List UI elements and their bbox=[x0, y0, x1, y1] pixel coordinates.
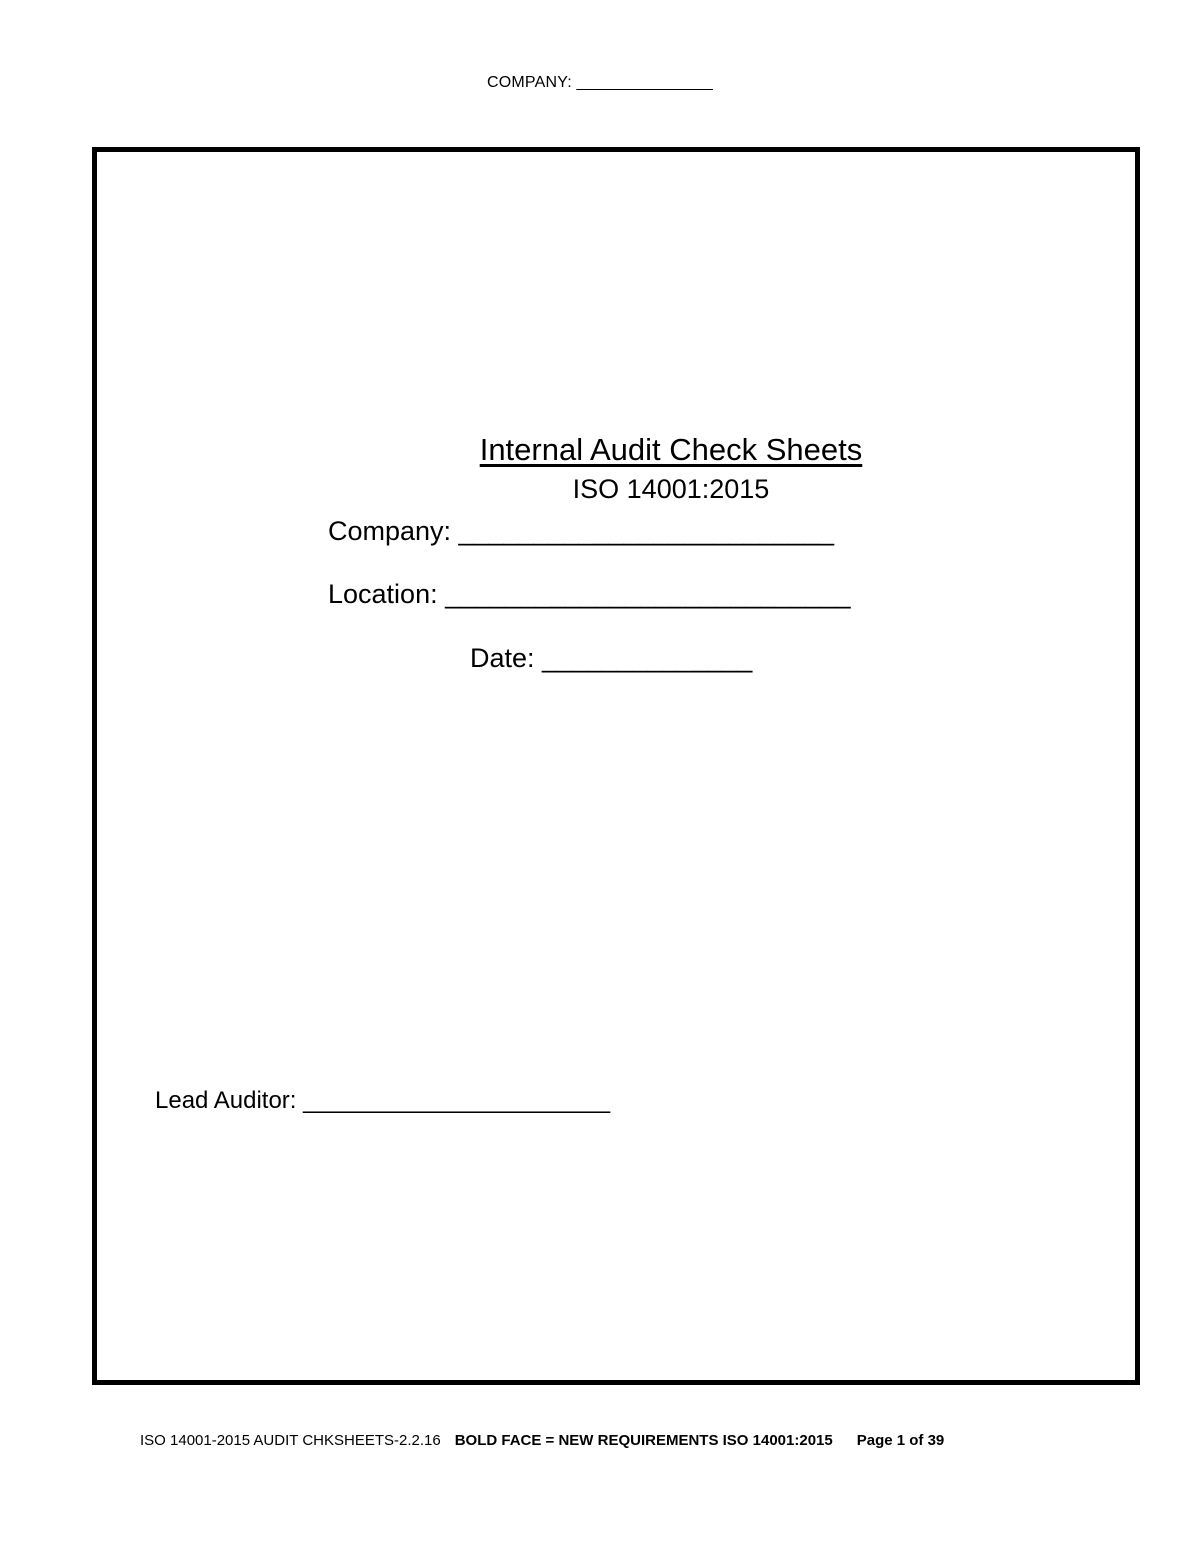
location-field: Location: ___________________________ bbox=[328, 579, 851, 609]
footer-page-number: Page 1 of 39 bbox=[856, 1432, 945, 1449]
footer-doc-id: ISO 14001-2015 AUDIT CHKSHEETS-2.2.16 bbox=[140, 1432, 441, 1449]
cover-frame bbox=[92, 147, 1140, 1385]
date-field: Date: ______________ bbox=[470, 643, 753, 673]
lead-auditor-field: Lead Auditor: _______________________ bbox=[155, 1087, 611, 1114]
footer-legend: BOLD FACE = NEW REQUIREMENTS ISO 14001:2015 bbox=[454, 1432, 833, 1449]
document-title: Internal Audit Check Sheets bbox=[479, 432, 863, 467]
header-company-line: COMPANY: _______________ bbox=[487, 74, 713, 91]
document-subtitle: ISO 14001:2015 bbox=[572, 474, 770, 504]
company-field: Company: _________________________ bbox=[328, 516, 834, 546]
page-footer bbox=[140, 1432, 944, 1449]
